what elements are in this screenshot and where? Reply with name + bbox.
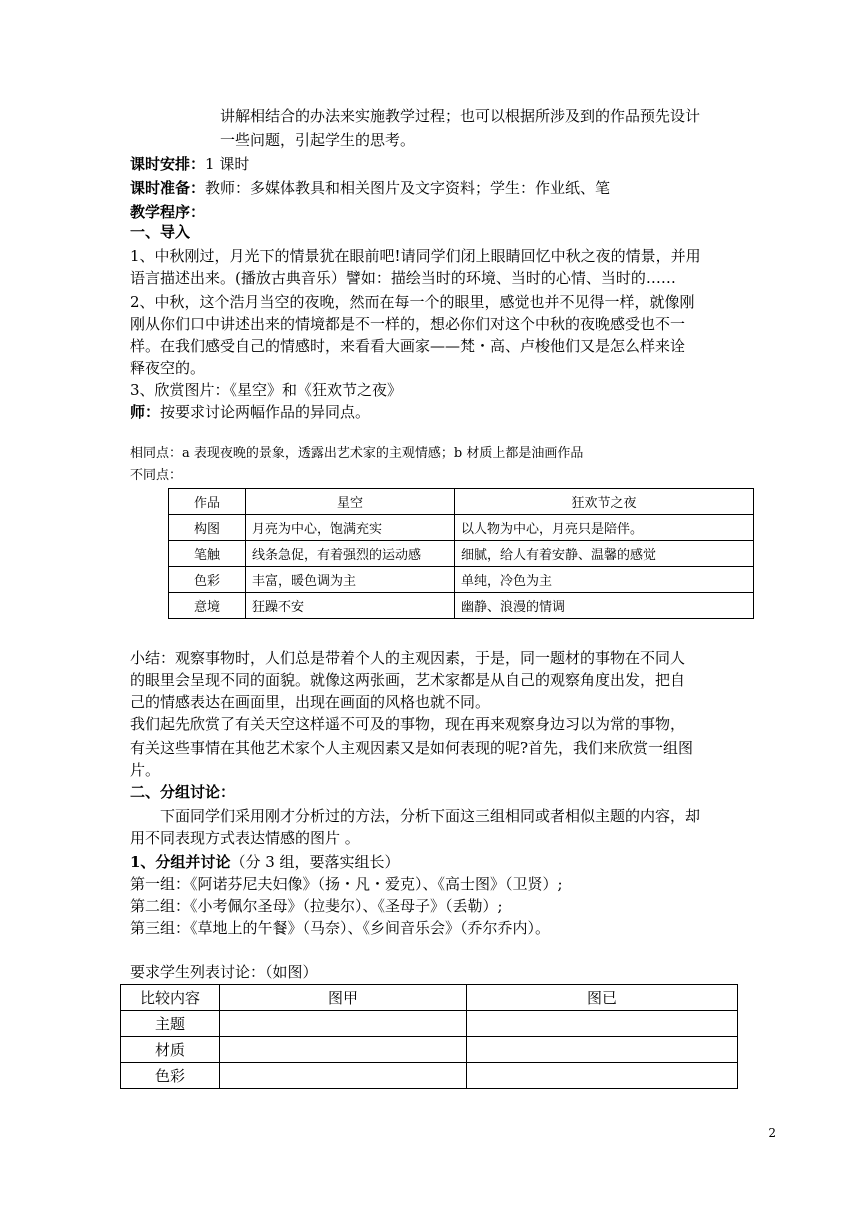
same-points: 相同点：a 表现夜晚的景象，透露出艺术家的主观情感；b 材质上都是油画作品 bbox=[130, 446, 584, 461]
table-cell: 主题 bbox=[121, 1011, 220, 1037]
table-cell bbox=[467, 1037, 738, 1063]
procedure-title: 教学程序： bbox=[130, 203, 206, 221]
prep-value: 教师：多媒体教具和相关图片及文字资料；学生：作业纸、笔 bbox=[205, 179, 611, 197]
section-1-title: 一、导入 bbox=[130, 223, 191, 241]
section-2-line: 下面同学们采用刚才分析过的方法，分析下面这三组相同或者相似主题的内容，却 bbox=[160, 807, 701, 825]
section-1-line: 1、中秋刚过，月光下的情景犹在眼前吧!请同学们闭上眼睛回忆中秋之夜的情景，并用 bbox=[130, 247, 701, 265]
table-cell: 细腻，给人有着安静、温馨的感觉 bbox=[455, 541, 754, 567]
schedule-line bbox=[130, 152, 249, 176]
table-cell: 线条急促，有着强烈的运动感 bbox=[246, 541, 455, 567]
table-header-cell: 作品 bbox=[169, 489, 246, 515]
table-cell: 单纯，冷色为主 bbox=[455, 567, 754, 593]
intro-line-2: 一些问题，引起学生的思考。 bbox=[220, 131, 416, 149]
table-header-cell: 星空 bbox=[246, 489, 455, 515]
table-cell bbox=[220, 1063, 467, 1089]
table-cell: 构图 bbox=[169, 515, 246, 541]
section-1-line: 语言描述出来。(播放古典音乐）譬如：描绘当时的环境、当时的心情、当时的…… bbox=[130, 269, 676, 287]
teacher-line bbox=[130, 400, 370, 424]
table-header-cell: 图已 bbox=[467, 985, 738, 1011]
table-cell: 幽静、浪漫的情调 bbox=[455, 593, 754, 619]
table-row bbox=[169, 567, 754, 593]
table-row bbox=[121, 1011, 738, 1037]
table-header-row bbox=[169, 489, 754, 515]
summary-line: 片。 bbox=[130, 761, 161, 779]
section-2-title: 二、分组讨论： bbox=[130, 783, 236, 801]
group-discussion-value: （分 3 组，要落实组长） bbox=[230, 853, 400, 871]
summary-line: 我们起先欣赏了有关天空这样遥不可及的事物，现在再来观察身边习以为常的事物， bbox=[130, 715, 686, 733]
teacher-label: 师： bbox=[130, 403, 161, 421]
page-number: 2 bbox=[768, 1126, 776, 1140]
prep-label: 课时准备： bbox=[130, 179, 206, 197]
table-row bbox=[121, 1037, 738, 1063]
table-cell bbox=[467, 1063, 738, 1089]
section-1-line: 刚从你们口中讲述出来的情境都是不一样的，想必你们对这个中秋的夜晚感受也不一 bbox=[130, 315, 686, 333]
table-header-cell: 图甲 bbox=[220, 985, 467, 1011]
schedule-label: 课时安排： bbox=[130, 155, 206, 173]
group-line: 第二组：《小考佩尔圣母》（拉斐尔）、《圣母子》（丢勒）; bbox=[130, 897, 503, 915]
table-row bbox=[169, 541, 754, 567]
table-row bbox=[121, 1063, 738, 1089]
table-cell: 以人物为中心，月亮只是陪伴。 bbox=[455, 515, 754, 541]
summary-line: 有关这些事情在其他艺术家个人主观因素又是如何表现的呢?首先，我们来欣赏一组图 bbox=[130, 739, 694, 757]
different-points-label: 不同点： bbox=[130, 468, 183, 483]
table-cell: 意境 bbox=[169, 593, 246, 619]
table-cell: 月亮为中心，饱满充实 bbox=[246, 515, 455, 541]
table-row bbox=[169, 515, 754, 541]
discussion-table bbox=[120, 984, 738, 1089]
table-cell bbox=[467, 1011, 738, 1037]
table-cell: 材质 bbox=[121, 1037, 220, 1063]
request-line: 要求学生列表讨论：（如图） bbox=[130, 963, 318, 981]
prep-line bbox=[130, 176, 610, 200]
group-line: 第一组：《阿诺芬尼夫妇像》（扬・凡・爱克）、《高士图》（卫贤）; bbox=[130, 875, 563, 893]
section-1-line: 释夜空的。 bbox=[130, 359, 206, 377]
summary-line: 的眼里会呈现不同的面貌。就像这两张画，艺术家都是从自己的观察角度出发，把自 bbox=[130, 671, 686, 689]
teacher-value: 按要求讨论两幅作品的异同点。 bbox=[160, 403, 371, 421]
table-cell: 丰富，暖色调为主 bbox=[246, 567, 455, 593]
schedule-value: 1 课时 bbox=[205, 155, 250, 173]
group-line: 第三组：《草地上的午餐》（马奈）、《乡间音乐会》（乔尔乔内）。 bbox=[130, 919, 551, 937]
table-cell: 狂躁不安 bbox=[246, 593, 455, 619]
table-header-row bbox=[121, 985, 738, 1011]
table-cell bbox=[220, 1037, 467, 1063]
group-discussion-label: 1、分组并讨论 bbox=[130, 853, 231, 871]
table-header-cell: 狂欢节之夜 bbox=[455, 489, 754, 515]
summary-line: 己的情感表达在画面里，出现在画面的风格也就不同。 bbox=[130, 693, 491, 711]
table-cell: 色彩 bbox=[169, 567, 246, 593]
table-header-cell: 比较内容 bbox=[121, 985, 220, 1011]
section-1-line: 2、中秋，这个浩月当空的夜晚，然而在每一个的眼里，感觉也并不见得一样，就像刚 bbox=[130, 293, 695, 311]
summary-line: 小结：观察事物时，人们总是带着个人的主观因素，于是，同一题材的事物在不同人 bbox=[130, 649, 686, 667]
section-1-line: 样。在我们感受自己的情感时，来看看大画家——梵・高、卢梭他们又是怎么样来诠 bbox=[130, 337, 686, 355]
comparison-table bbox=[168, 488, 754, 619]
table-cell bbox=[220, 1011, 467, 1037]
table-row bbox=[169, 593, 754, 619]
table-cell: 笔触 bbox=[169, 541, 246, 567]
group-discussion-line bbox=[130, 850, 400, 874]
table-cell: 色彩 bbox=[121, 1063, 220, 1089]
intro-line-1: 讲解相结合的办法来实施教学过程；也可以根据所涉及到的作品预先设计 bbox=[220, 107, 701, 125]
section-2-line: 用不同表现方式表达情感的图片 。 bbox=[130, 829, 360, 847]
section-1-line: 3、欣赏图片：《星空》和《狂欢节之夜》 bbox=[130, 381, 403, 399]
